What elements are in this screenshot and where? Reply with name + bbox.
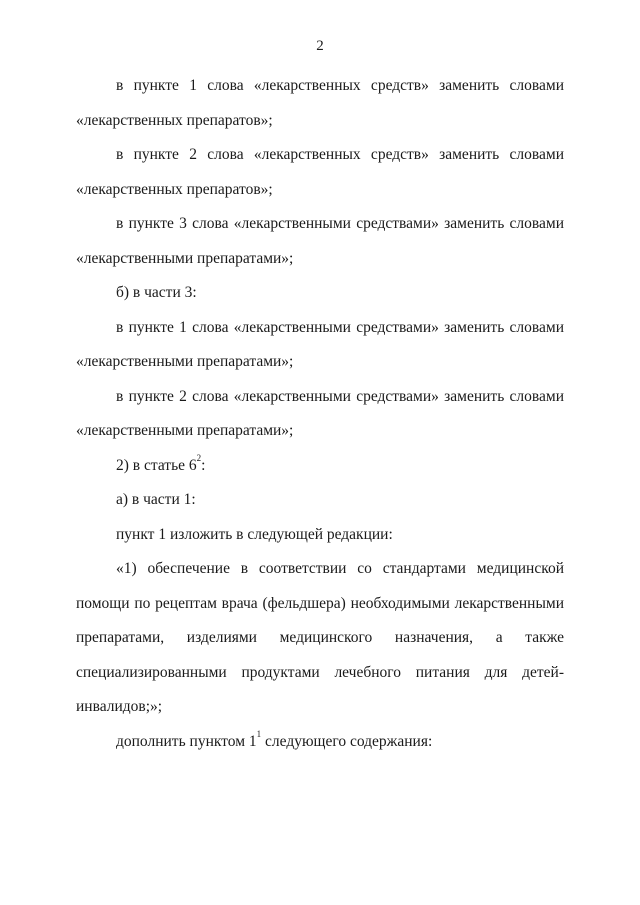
supplement-line [76,725,564,760]
paragraph-line: в пункте 2 слова «лекарственных средств» заменить словами [116,146,564,163]
paragraph-line: в пункте 2 слова «лекарственными средствами» заменить словами [116,387,564,405]
supplement-suffix: следующего содержания: [261,732,433,750]
paragraph-line: «лекарственными препаратами»; [76,249,294,267]
quote-line: специализированными продуктами лечебного питания для детей- [76,663,564,681]
quote-line: инвалидов;»; [76,698,163,715]
paragraph-line: «лекарственными препаратами»; [76,422,294,439]
article-line [76,449,564,484]
redaction-line: пункт 1 изложить в следующей редакции: [116,525,393,543]
article-superscript: 2 [196,453,202,464]
article-suffix: : [201,456,206,474]
quote-line: препаратами, изделиями медицинского назначения, а также [76,629,564,646]
paragraph-line: б) в части 3: [116,284,197,301]
quote-line: помощи по рецептам врача (фельдшера) необходимыми лекарственными [76,594,564,612]
paragraph-line: в пункте 1 слова «лекарственных средств» заменить словами [116,77,564,94]
quote-line: «1) обеспечение в соответствии со стандартами медицинской [116,560,564,577]
supplement-text: дополнить пунктом 1 [116,732,257,750]
paragraph-line: в пункте 1 слова «лекарственными средствами» заменить словами [116,318,564,336]
document-body [76,69,564,759]
part-line: а) в части 1: [116,491,196,508]
paragraph-line: «лекарственных препаратов»; [76,111,273,129]
page-number: 2 [316,38,324,54]
paragraph-line: «лекарственными препаратами»; [76,353,294,370]
article-text: 2) в статье 6 [116,456,197,474]
paragraph-line: «лекарственных препаратов»; [76,180,273,198]
paragraph-line: в пункте 3 слова «лекарственными средствами» заменить словами [116,215,564,232]
supplement-superscript: 1 [256,729,262,740]
